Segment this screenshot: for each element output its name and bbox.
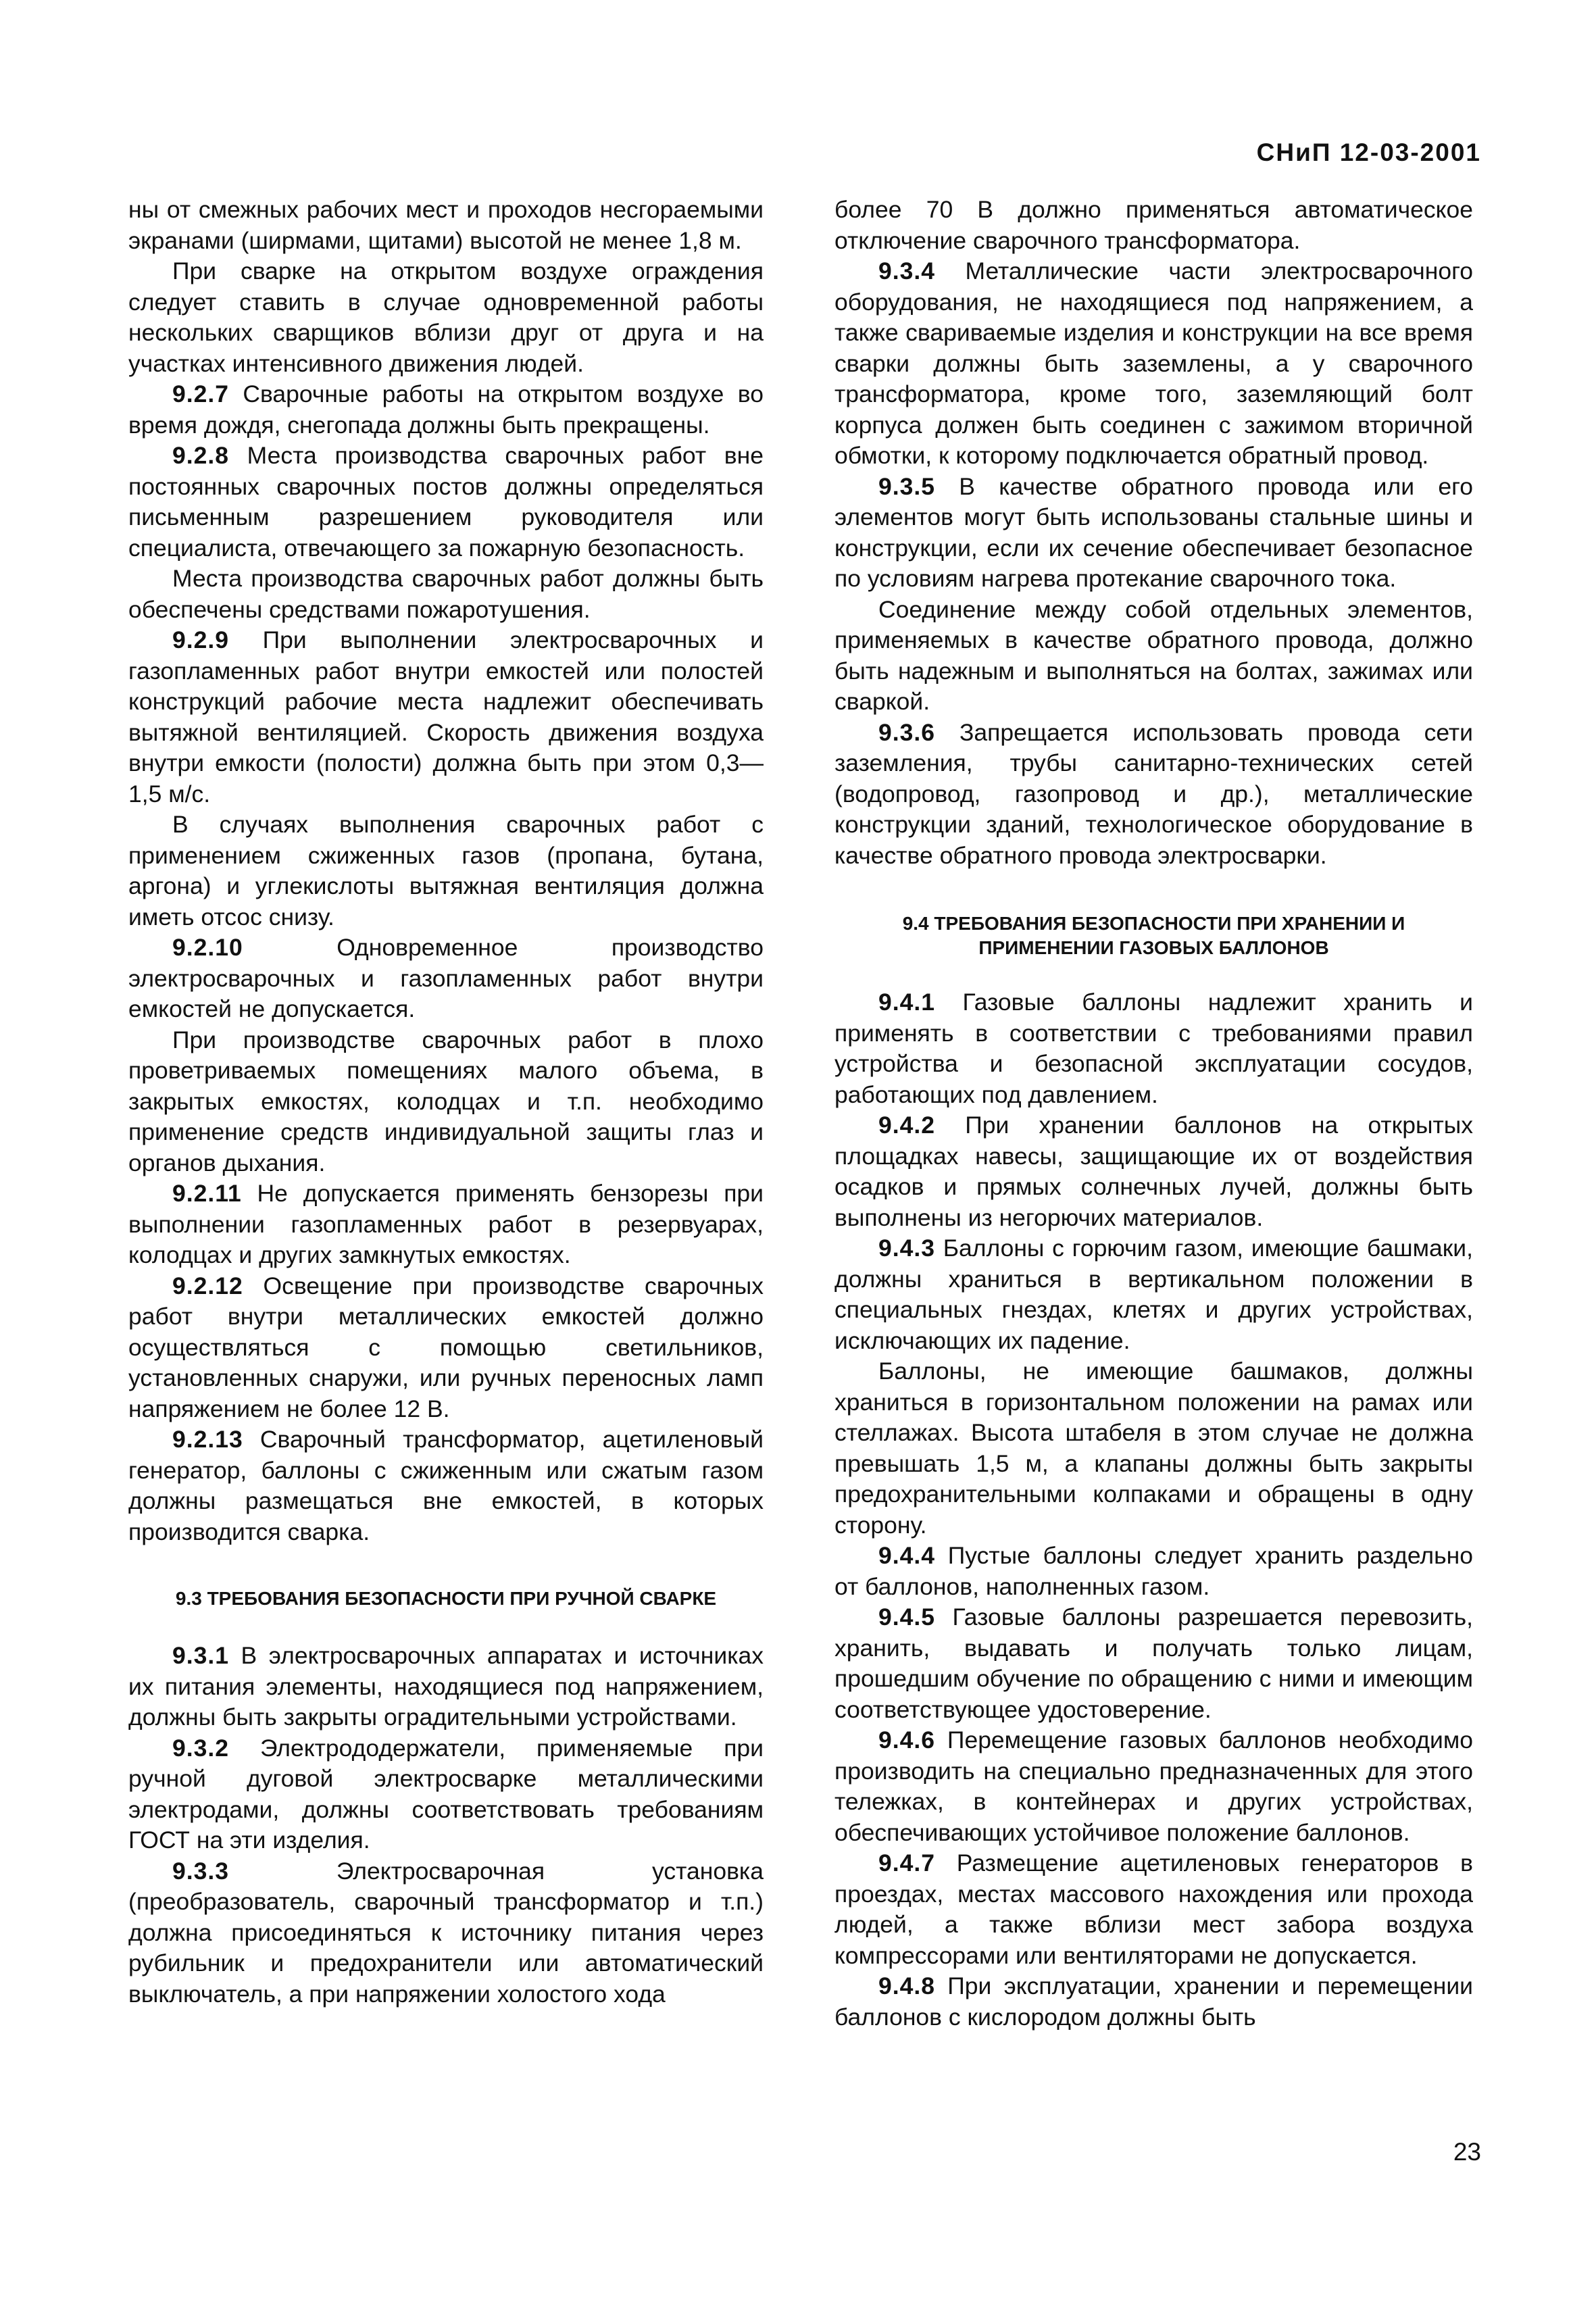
clause-text: Сварочный трансформатор, ацетиленовый генератор, баллоны с сжиженным или сжатым газом должны размещаться вне емкостей, в которых производится сварка. [128, 1426, 764, 1545]
clause-9-4-5 [834, 1602, 1473, 1725]
clause-text: В электросварочных аппаратах и источниках их питания элементы, находящиеся под напряжением, должны быть закрыты оградительными устройствами. [128, 1642, 764, 1731]
clause-9-3-3 [128, 1856, 764, 2010]
clause-number: 9.4.2 [878, 1112, 935, 1139]
clause-9-2-9 [128, 625, 764, 810]
section-heading-line: ПРИМЕНЕНИИ ГАЗОВЫХ БАЛЛОНОВ [978, 937, 1329, 958]
clause-9-2-12 [128, 1271, 764, 1425]
clause-number: 9.3.2 [172, 1734, 229, 1762]
clause-9-3-1 [128, 1641, 764, 1733]
clause-9-2-10 [128, 932, 764, 1025]
right-column [834, 195, 1473, 2033]
document-code: СНиП 12-03-2001 [1256, 139, 1481, 166]
clause-number: 9.4.7 [878, 1849, 935, 1876]
clause-text: Одновременное производство электросварочных и газопламенных работ внутри емкостей не допускается. [128, 934, 764, 1022]
paragraph: Баллоны, не имеющие башмаков, должны храниться в горизонтальном положении на рамах или стеллажах. Высота штабеля в этом случае не должна превышать 1,5 м, а клапаны должны быть закрыты предохранительными колпаками и обращены в одну сторону. [834, 1358, 1473, 1539]
clause-text: Не допускается применять бензорезы при выполнении газопламенных работ в резервуарах, колодцах и других замкнутых емкостях. [128, 1180, 764, 1268]
clause-9-4-8 [834, 1971, 1473, 2033]
clause-number: 9.4.4 [878, 1542, 935, 1569]
clause-number: 9.2.7 [172, 380, 229, 407]
clause-text: Металлические части электросварочного оборудования, не находящиеся под напряжением, а также свариваемые изделия и конструкции на все время сварки должны быть заземлены, а у сварочного трансформатора, кроме того, заземляющий болт корпуса должен быть соединен с зажимом вторичной обмотки, к которому подключается обратный провод. [834, 257, 1473, 469]
clause-text: Места производства сварочных работ вне постоянных сварочных постов должны определяться письменным разрешением руководителя или специалиста, отвечающего за пожарную безопасность. [128, 442, 764, 562]
clause-number: 9.3.3 [172, 1857, 229, 1885]
clause-9-4-4 [834, 1541, 1473, 1602]
clause-number: 9.4.8 [878, 1972, 935, 1999]
clause-number: 9.2.12 [172, 1272, 243, 1299]
clause-9-4-6 [834, 1725, 1473, 1848]
clause-text: Газовые баллоны надлежит хранить и применять в соответствии с требованиями правил устройства и безопасной эксплуатации сосудов, работающих под давлением. [834, 989, 1473, 1108]
clause-9-4-2 [834, 1110, 1473, 1233]
clause-number: 9.4.3 [878, 1235, 935, 1262]
left-column [128, 195, 764, 2010]
clause-text: Электрододержатели, применяемые при ручной дуговой электросварке металлическими электродами, должны соответствовать требованиям ГОСТ на эти изделия. [128, 1734, 764, 1853]
paragraph: Места производства сварочных работ должны быть обеспечены средствами пожаротушения. [128, 565, 764, 623]
clause-text: Запрещается использовать провода сети заземления, трубы санитарно-технических сетей (водопровод, газопровод и др.), металлические конструкции зданий, технологическое оборудование в качестве обратного провода электросварки. [834, 718, 1473, 869]
section-heading-line: 9.4 ТРЕБОВАНИЯ БЕЗОПАСНОСТИ ПРИ ХРАНЕНИИ И [902, 913, 1405, 934]
clause-number: 9.3.4 [878, 257, 935, 284]
clause-9-3-2 [128, 1733, 764, 1856]
clause-text: Газовые баллоны разрешается перевозить, хранить, выдавать и получать только лицам, прошедшим обучение по обращению с ними и имеющим соответствующее удостоверение. [834, 1603, 1473, 1723]
paragraph: ны от смежных рабочих мест и проходов несгораемыми экранами (ширмами, щитами) высотой не менее 1,8 м. [128, 196, 764, 254]
clause-text: В качестве обратного провода или его элементов могут быть использованы стальные шины и конструкции, если их сечение обеспечивает безопасное по условиям нагрева протекание сварочного тока. [834, 472, 1473, 592]
clause-9-3-5 [834, 472, 1473, 595]
page-number: 23 [1453, 2138, 1481, 2166]
clause-number: 9.4.1 [878, 989, 935, 1016]
clause-9-2-11 [128, 1178, 764, 1271]
clause-9-3-6 [834, 718, 1473, 872]
clause-number: 9.4.6 [878, 1726, 935, 1753]
clause-text: Баллоны с горючим газом, имеющие башмаки, должны храниться в вертикальном положении в специальных гнездах, клетях и других устройствах, исключающих их падение. [834, 1235, 1473, 1354]
clause-text: Перемещение газовых баллонов необходимо производить на специально предназначенных для этого тележках, в контейнерах и других устройствах, обеспечивающих устойчивое положение баллонов. [834, 1726, 1473, 1846]
paragraph: более 70 В должно применяться автоматическое отключение сварочного трансформатора. [834, 196, 1473, 254]
paragraph: Соединение между собой отдельных элементов, применяемых в качестве обратного провода, должно быть надежным и выполняться на болтах, зажимах или сваркой. [834, 595, 1473, 715]
clause-text: Сварочные работы на открытом воздухе во время дождя, снегопада должны быть прекращены. [128, 380, 764, 439]
clause-text: Освещение при производстве сварочных работ внутри металлических емкостей должно осуществляться с помощью светильников, установленных снаружи, или ручных переносных ламп напряжением не более 12 В. [128, 1272, 764, 1422]
section-heading-9-3: 9.3 ТРЕБОВАНИЯ БЕЗОПАСНОСТИ ПРИ РУЧНОЙ СВАРКЕ [175, 1588, 717, 1609]
clause-number: 9.2.13 [172, 1426, 243, 1453]
clause-text: При выполнении электросварочных и газопламенных работ внутри емкостей или полостей конструкций рабочие места надлежит обеспечивать вытяжной вентиляцией. Скорость движения воздуха внутри емкости (полости) должна быть при этом 0,3—1,5 м/с. [128, 626, 764, 807]
paragraph: При производстве сварочных работ в плохо проветриваемых помещениях малого объема, в закрытых емкостях, колодцах и т.п. необходимо применение средств индивидуальной защиты глаз и органов дыхания. [128, 1026, 764, 1176]
clause-number: 9.2.10 [172, 934, 243, 961]
clause-number: 9.2.11 [172, 1180, 242, 1207]
clause-9-3-4 [834, 256, 1473, 472]
section-heading-9-4 [834, 912, 1473, 960]
paragraph: В случаях выполнения сварочных работ с применением сжиженных газов (пропана, бутана, аргона) и углекислоты вытяжная вентиляция должна иметь отсос снизу. [128, 811, 764, 930]
clause-text: Электросварочная установка (преобразователь, сварочный трансформатор и т.п.) должна присоединяться к источнику питания через рубильник и предохранители или автоматический выключатель, а при напряжении холостого хода [128, 1857, 764, 2008]
clause-text: Пустые баллоны следует хранить раздельно от баллонов, наполненных газом. [834, 1542, 1473, 1600]
clause-9-2-13 [128, 1424, 764, 1547]
clause-9-4-1 [834, 987, 1473, 1110]
clause-9-2-8 [128, 441, 764, 564]
clause-text: При эксплуатации, хранении и перемещении баллонов с кислородом должны быть [834, 1972, 1473, 2031]
clause-9-2-7 [128, 379, 764, 441]
clause-number: 9.3.5 [878, 472, 935, 500]
clause-number: 9.2.9 [172, 626, 229, 653]
clause-text: Размещение ацетиленовых генераторов в проездах, местах массового нахождения или прохода людей, а также вблизи мест забора воздуха компрессорами или вентиляторами не допускается. [834, 1849, 1473, 1969]
paragraph: При сварке на открытом воздухе ограждения следует ставить в случае одновременной работы нескольких сварщиков вблизи друг от друга и на участках интенсивного движения людей. [128, 257, 764, 377]
clause-number: 9.3.1 [172, 1642, 229, 1669]
clause-number: 9.3.6 [878, 718, 935, 746]
clause-9-4-3 [834, 1233, 1473, 1356]
clause-9-4-7 [834, 1848, 1473, 1971]
clause-number: 9.4.5 [878, 1603, 935, 1631]
clause-number: 9.2.8 [172, 442, 229, 469]
clause-text: При хранении баллонов на открытых площадках навесы, защищающие их от воздействия осадков и прямых солнечных лучей, должны быть выполнены из негорючих материалов. [834, 1112, 1473, 1231]
